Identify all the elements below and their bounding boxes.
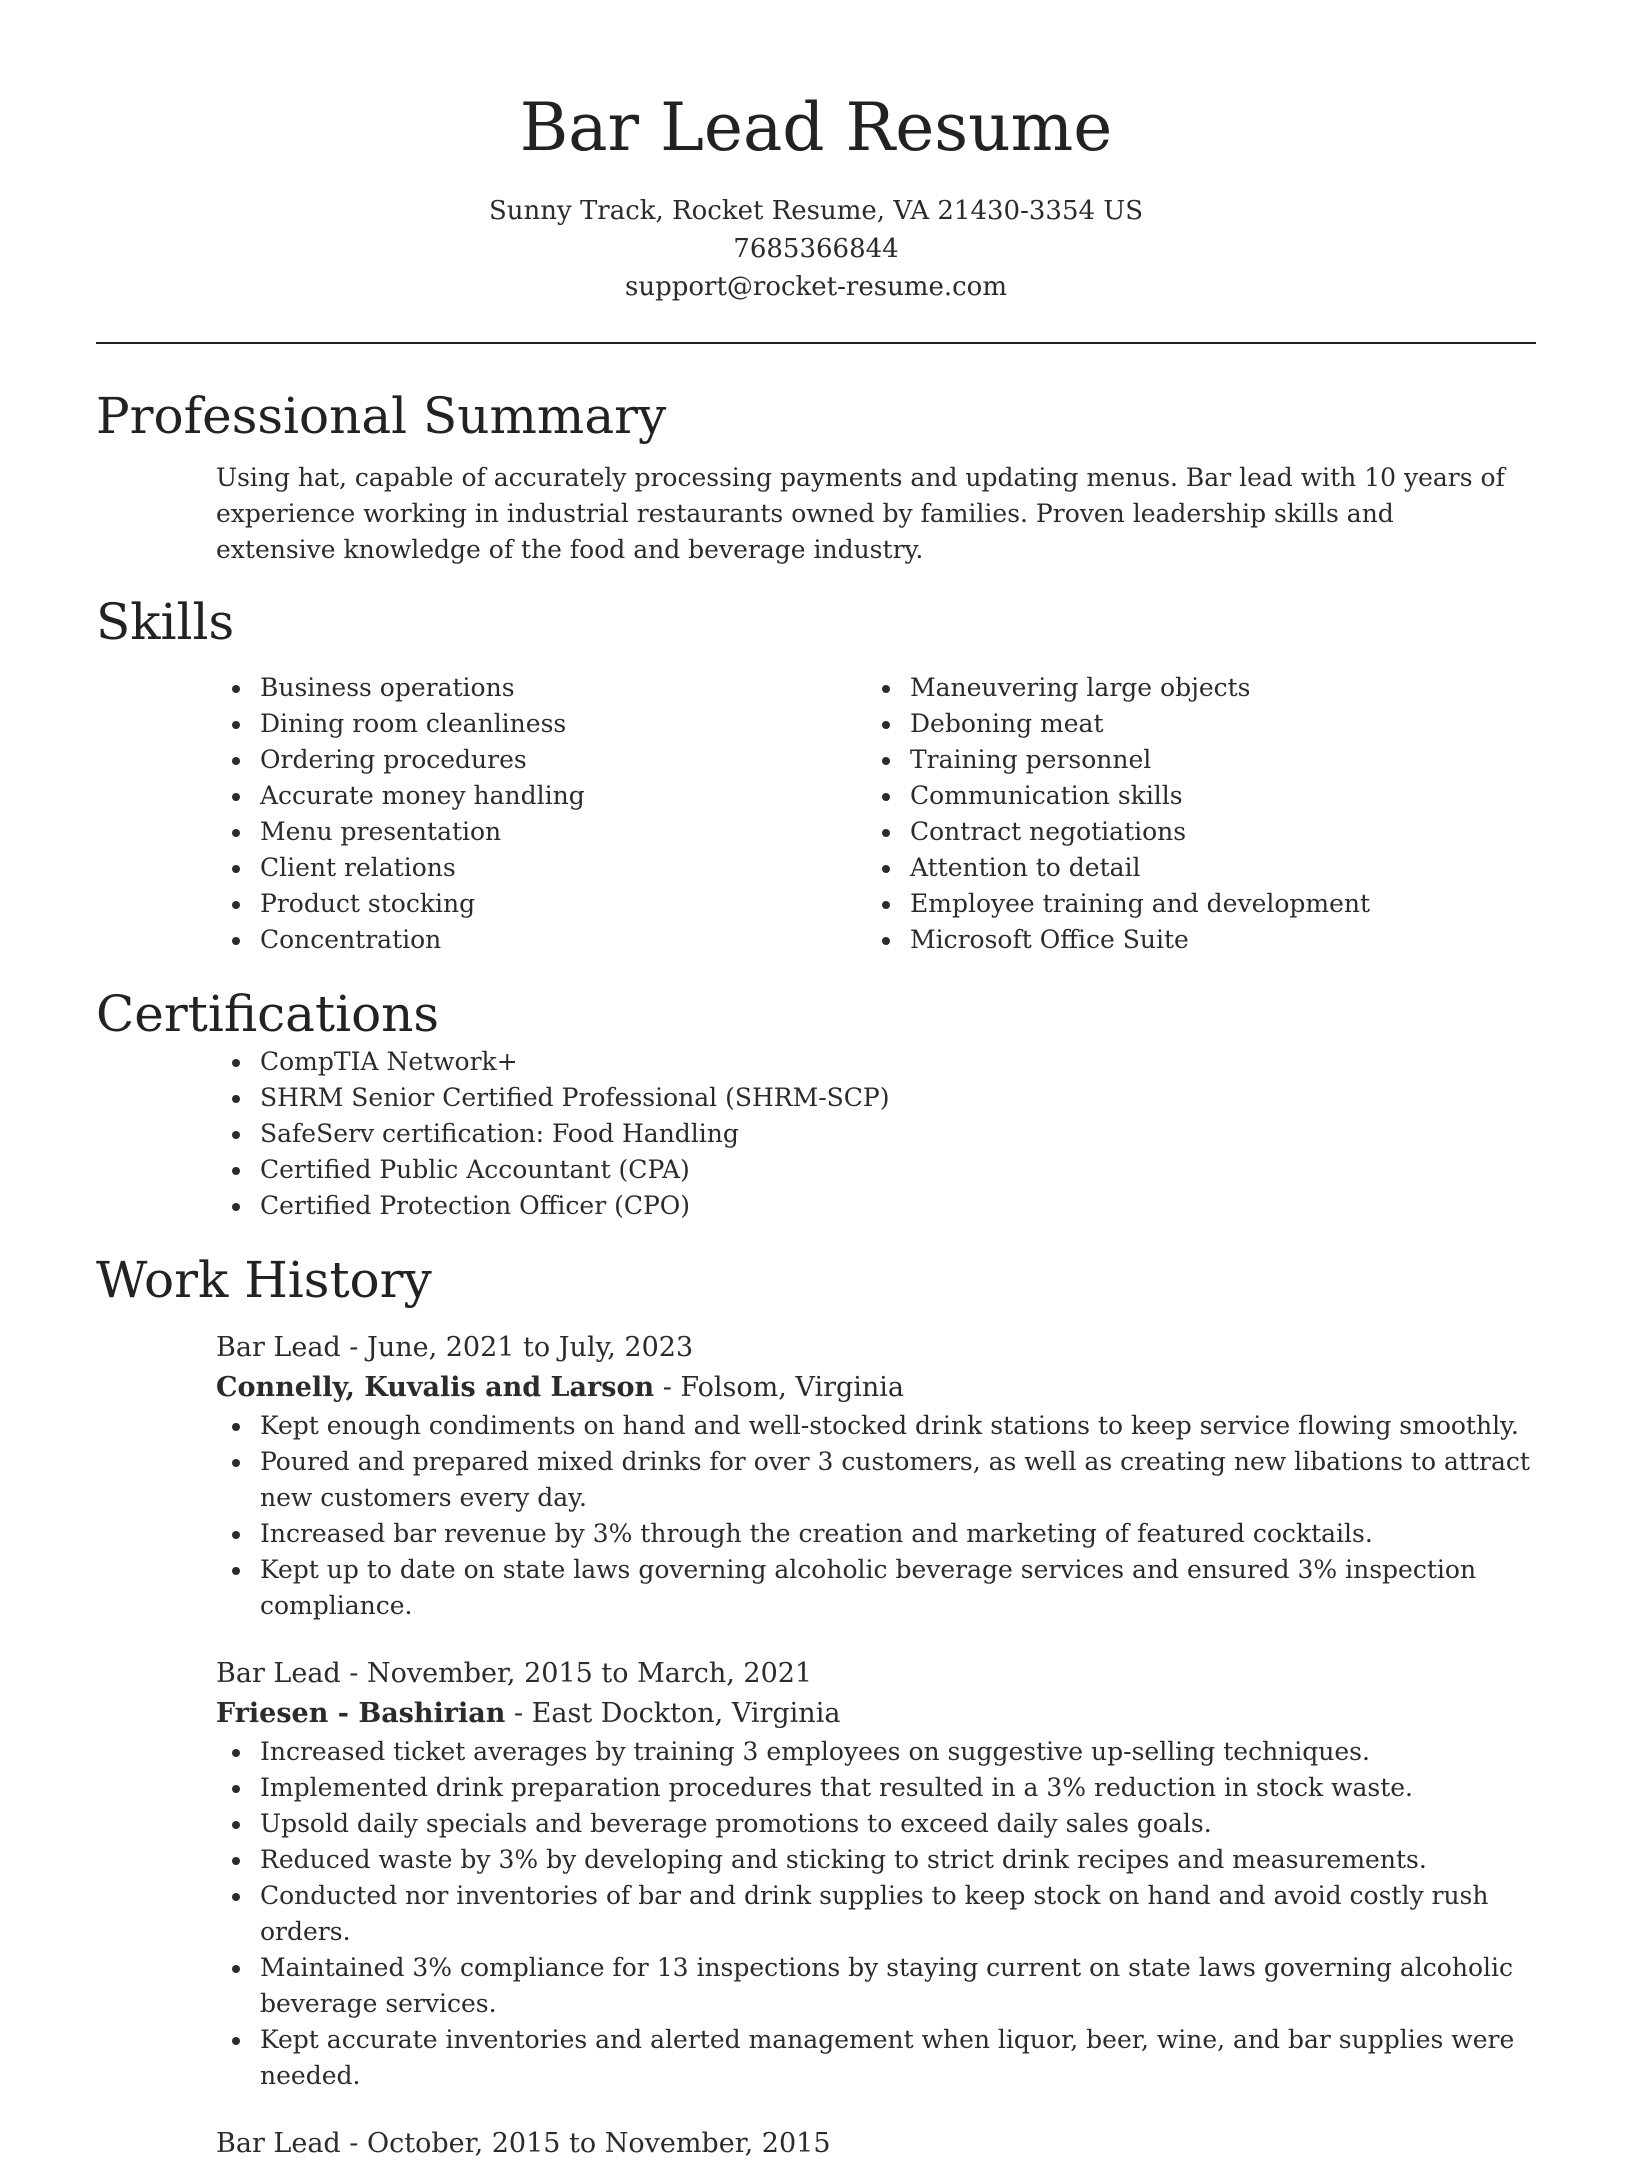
header-divider — [96, 342, 1536, 344]
certification-item: CompTIA Network+ — [96, 1044, 1536, 1080]
skill-item: Attention to detail — [746, 850, 1396, 886]
contact-email: support@rocket-resume.com — [624, 272, 1007, 302]
certification-item: Certified Public Accountant (CPA) — [96, 1152, 1536, 1188]
contact-address: Sunny Track, Rocket Resume, VA 21430-3354 US — [488, 196, 1144, 226]
job-bullet: Increased bar revenue by 3% through the creation and marketing of featured cocktails. — [216, 1516, 1536, 1552]
company-location: - Folsom, Virginia — [654, 1372, 905, 1403]
job-title-line: Bar Lead - June, 2021 to July, 2023 — [216, 1332, 694, 1363]
skill-item: Concentration — [96, 922, 746, 958]
job-entry — [216, 1654, 1536, 2094]
summary-text: Using hat, capable of accurately processing payments and updating menus. Bar lead with 10 years of experience working in industrial restaurants owned by families. Proven leadership skills and extensive knowledge of the food and beverage industry. — [216, 463, 1505, 564]
skill-item: Business operations — [96, 670, 746, 706]
job-entry — [216, 2124, 1536, 2164]
resume-page — [96, 0, 1536, 2159]
job-bullets — [216, 1408, 1536, 1624]
company-name: Friesen - Bashirian — [216, 1698, 506, 1729]
work-history-heading: Work History — [96, 1251, 432, 1309]
company-name: Connelly, Kuvalis and Larson — [216, 1372, 655, 1403]
skill-item: Contract negotiations — [746, 814, 1396, 850]
skill-item: Employee training and development — [746, 886, 1396, 922]
company-location: - East Dockton, Virginia — [505, 1698, 841, 1729]
certification-item: SafeServ certification: Food Handling — [96, 1116, 1536, 1152]
resume-title: Bar Lead Resume — [519, 89, 1113, 166]
job-title-line: Bar Lead - November, 2015 to March, 2021 — [216, 1658, 813, 1689]
skill-item: Training personnel — [746, 742, 1396, 778]
job-bullet: Upsold daily specials and beverage promotions to exceed daily sales goals. — [216, 1806, 1536, 1842]
certification-item: SHRM Senior Certified Professional (SHRM-SCP) — [96, 1080, 1536, 1116]
skills-columns — [96, 670, 1536, 958]
job-bullets — [216, 1734, 1536, 2094]
certification-item: Certified Protection Officer (CPO) — [96, 1188, 1536, 1224]
skill-item: Microsoft Office Suite — [746, 922, 1396, 958]
skill-item: Client relations — [96, 850, 746, 886]
certifications-list — [96, 1044, 1536, 1224]
skill-item: Maneuvering large objects — [746, 670, 1396, 706]
job-bullet: Maintained 3% compliance for 13 inspections by staying current on state laws governing alcoholic beverage services. — [216, 1950, 1536, 2022]
contact-block — [96, 192, 1536, 306]
skill-item: Deboning meat — [746, 706, 1396, 742]
certifications-heading: Certifications — [96, 985, 440, 1043]
job-bullet: Kept up to date on state laws governing alcoholic beverage services and ensured 3% inspection compliance. — [216, 1552, 1536, 1624]
summary-heading: Professional Summary — [96, 387, 667, 445]
skills-list-right — [746, 670, 1396, 958]
skills-heading: Skills — [96, 593, 235, 651]
skill-item: Product stocking — [96, 886, 746, 922]
job-entry — [216, 1328, 1536, 1624]
job-bullet: Poured and prepared mixed drinks for over 3 customers, as well as creating new libations to attract new customers every day. — [216, 1444, 1536, 1516]
job-bullet: Kept accurate inventories and alerted management when liquor, beer, wine, and bar supplies were needed. — [216, 2022, 1536, 2094]
job-bullet: Increased ticket averages by training 3 employees on suggestive up-selling techniques. — [216, 1734, 1536, 1770]
company-line — [216, 1368, 1536, 1408]
company-line — [216, 1694, 1536, 1734]
job-bullet: Conducted nor inventories of bar and drink supplies to keep stock on hand and avoid costly rush orders. — [216, 1878, 1536, 1950]
skill-item: Ordering procedures — [96, 742, 746, 778]
job-bullet: Kept enough condiments on hand and well-stocked drink stations to keep service flowing smoothly. — [216, 1408, 1536, 1444]
skills-column-right — [746, 670, 1396, 958]
skill-item: Accurate money handling — [96, 778, 746, 814]
skill-item: Menu presentation — [96, 814, 746, 850]
skills-column-left — [96, 670, 746, 958]
contact-phone: 7685366844 — [733, 234, 899, 264]
job-title-line: Bar Lead - October, 2015 to November, 2015 — [216, 2128, 831, 2159]
skill-item: Dining room cleanliness — [96, 706, 746, 742]
skills-list-left — [96, 670, 746, 958]
job-bullet: Reduced waste by 3% by developing and sticking to strict drink recipes and measurements. — [216, 1842, 1536, 1878]
skill-item: Communication skills — [746, 778, 1396, 814]
job-bullet: Implemented drink preparation procedures that resulted in a 3% reduction in stock waste. — [216, 1770, 1536, 1806]
